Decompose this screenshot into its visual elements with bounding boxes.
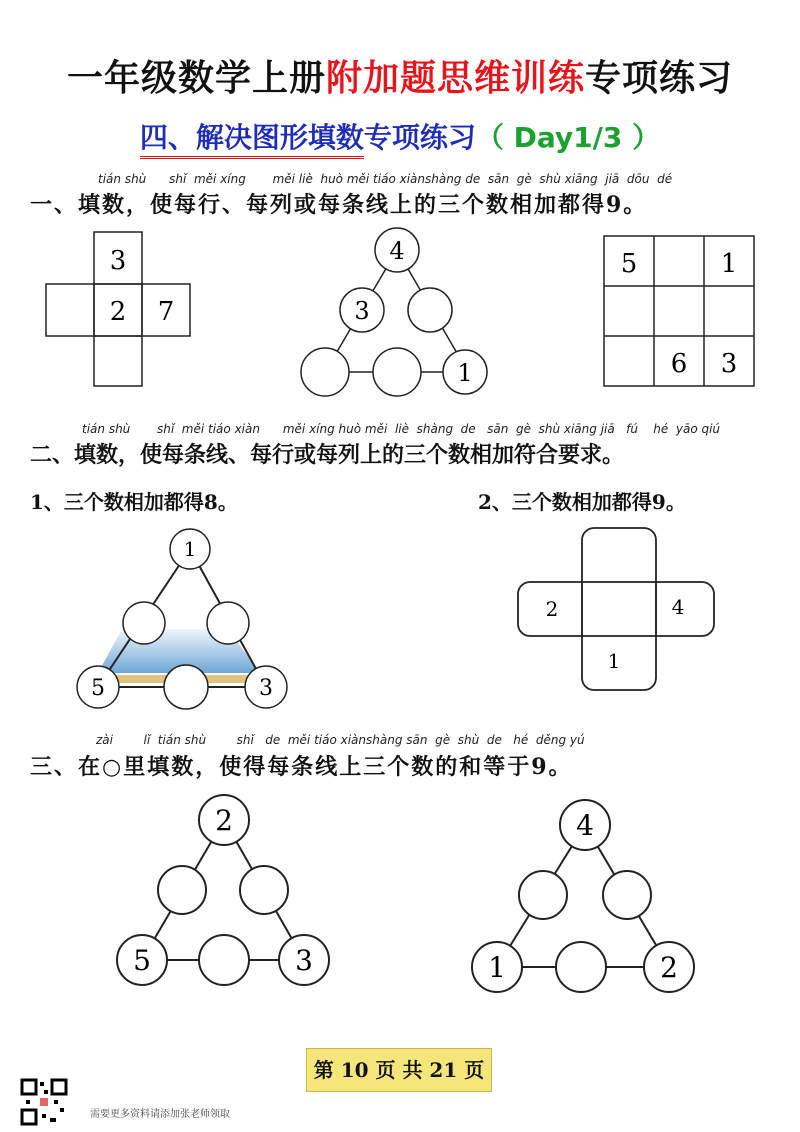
cross-figure: [40, 228, 210, 388]
triangle4-circle-bottom-mid[interactable]: [556, 942, 606, 992]
section2-heading: 二、填数，使每条线、每行或每列上的三个数相加符合要求。: [30, 442, 625, 468]
triangle3-circle-left[interactable]: [158, 866, 206, 914]
title-part2: 附加题思维训练: [325, 57, 585, 99]
section2-q2-label: 2、三个数相加都得9。: [478, 490, 686, 514]
section2-pinyin: tián shù shǐ měi tiáo xiàn měi xíng huò měi liè shàng de sān gè shù xiāng jiā fú hé yāo qiú: [82, 422, 721, 436]
cross2-number-left: 2: [545, 597, 559, 621]
page-subtitle: [0, 116, 800, 156]
triangle3-number-bottom-left: 5: [133, 944, 151, 977]
triangle1-number-bottom-right: 1: [457, 359, 473, 387]
triangle2-circle-right[interactable]: [207, 602, 249, 644]
triangle-figure-3: [110, 790, 340, 1000]
subtitle-rest: 专项练习: [363, 121, 476, 154]
cross-cell-left[interactable]: [46, 284, 94, 336]
cross2-number-bottom: 1: [607, 649, 621, 673]
triangle2-circle-bottom-mid[interactable]: [164, 665, 208, 709]
page-title: [0, 50, 800, 101]
section3-heading: 三、在○里填数，使得每条线上三个数的和等于9。: [30, 754, 573, 780]
triangle3-circle-right[interactable]: [240, 866, 288, 914]
section1-heading: 一、填数，使每行、每列或每条线上的三个数相加都得9。: [30, 192, 648, 218]
triangle-figure-4: [465, 795, 705, 1005]
page-number-badge: 第 10 页 共 21 页: [306, 1048, 492, 1092]
cross2-number-right: 4: [671, 595, 685, 619]
grid-figure: [600, 232, 760, 392]
footer-note: 需要更多资料请添加张老师领取: [90, 1109, 230, 1120]
triangle1-number-left: 3: [354, 297, 370, 325]
section1-pinyin: tián shù shǐ měi xíng měi liè huò měi tiáo xiànshàng de sān gè shù xiāng jiā dōu dé: [98, 172, 673, 186]
grid-number-r1c3: 1: [720, 249, 738, 279]
cross-number-center: 2: [109, 297, 127, 327]
title-part1: 一年级数学上册: [66, 57, 326, 99]
triangle4-circle-right[interactable]: [603, 871, 651, 919]
triangle2-circle-left[interactable]: [123, 602, 165, 644]
triangle-figure-2: [70, 525, 300, 715]
triangle4-circle-left[interactable]: [519, 871, 567, 919]
subtitle-day: （ Day1/3 ）: [475, 121, 661, 154]
triangle2-number-bottom-right: 3: [259, 676, 273, 701]
cross-number-right: 7: [157, 297, 175, 327]
cross-number-top: 3: [109, 246, 127, 276]
triangle3-circle-bottom-mid[interactable]: [199, 935, 249, 985]
triangle3-number-top: 2: [215, 804, 233, 837]
triangle3-number-bottom-right: 3: [295, 944, 313, 977]
grid-number-r1c1: 5: [620, 249, 638, 279]
section3-pinyin: zài lǐ tián shù shǐ de měi tiáo xiànshàng sān gè shù de hé děng yú: [96, 733, 585, 747]
triangle1-circle-bottom-left[interactable]: [301, 348, 349, 396]
section2-q1-label: 1、三个数相加都得8。: [30, 490, 238, 514]
cross-cell-bottom[interactable]: [94, 336, 142, 386]
title-part3: 专项练习: [585, 57, 734, 99]
triangle4-number-bottom-right: 2: [660, 951, 678, 984]
subtitle-main: 四、解决图形填数: [140, 121, 364, 159]
triangle1-number-top: 4: [389, 237, 405, 265]
triangle1-circle-bottom-mid[interactable]: [373, 348, 421, 396]
triangle1-circle-right[interactable]: [408, 288, 452, 332]
qr-code-icon: [20, 1078, 68, 1126]
triangle4-number-bottom-left: 1: [488, 951, 506, 984]
grid-number-r3c3: 3: [720, 349, 738, 379]
triangle2-number-bottom-left: 5: [91, 676, 105, 701]
triangle4-number-top: 4: [576, 809, 594, 842]
grid-number-r3c2: 6: [670, 349, 688, 379]
rounded-cross-figure: [510, 520, 730, 700]
triangle-figure-1: [295, 222, 505, 402]
triangle2-number-top: 1: [183, 537, 197, 561]
